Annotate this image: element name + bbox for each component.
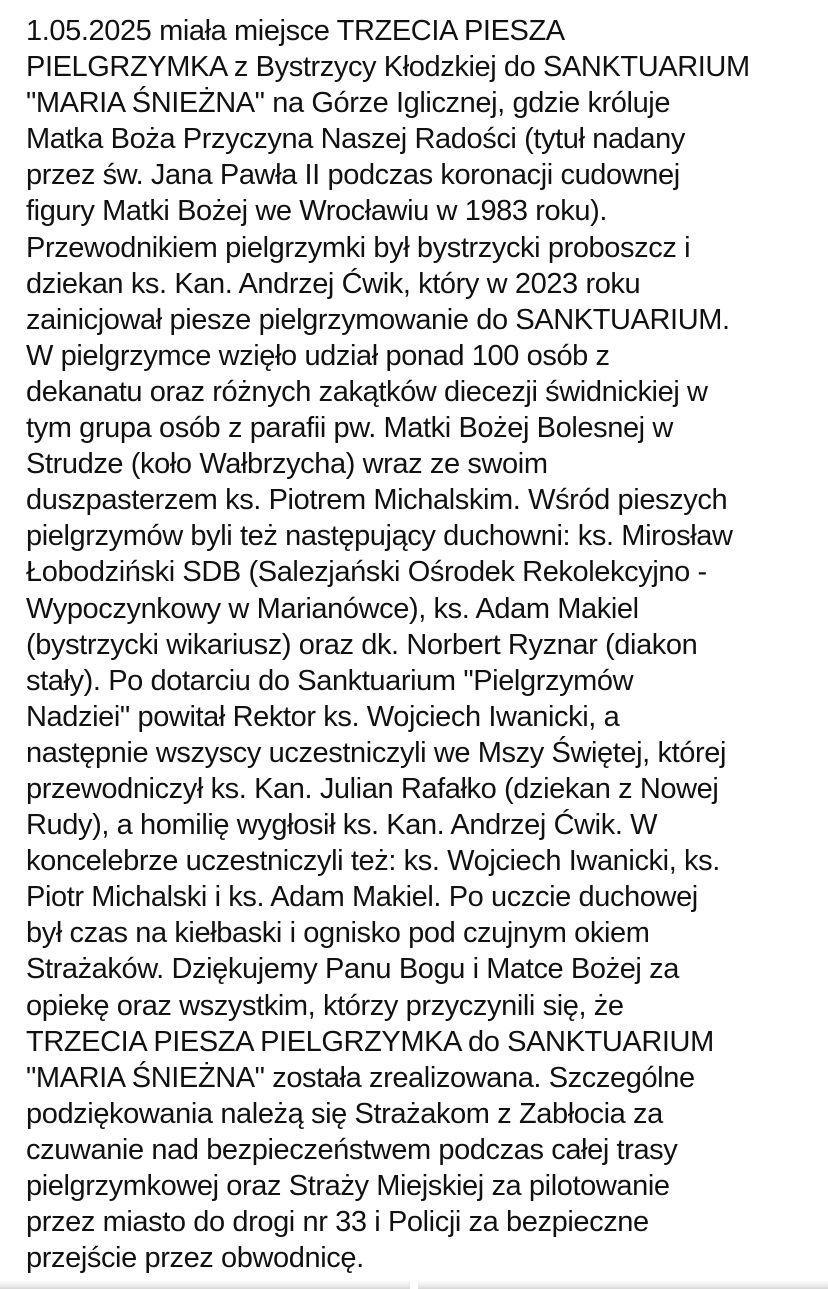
text-line: dziekan ks. Kan. Andrzej Ćwik, który w 2023 roku: [26, 267, 641, 300]
text-line: Przewodnikiem pielgrzymki był bystrzycki proboszcz i: [26, 231, 691, 264]
text-line: następnie wszyscy uczestniczyli we Mszy Świętej, której: [26, 736, 727, 769]
text-line: Strażaków. Dziękujemy Panu Bogu i Matce Bożej za: [26, 953, 679, 986]
text-line: czuwanie nad bezpieczeństwem podczas całej trasy: [26, 1133, 678, 1166]
text-line: Łobodziński SDB (Salezjański Ośrodek Rekolekcyjno -: [26, 556, 707, 589]
post-text: [26, 13, 822, 1276]
text-line: W pielgrzymce wzięło udział ponad 100 osób z: [26, 339, 610, 372]
text-line: stały). Po dotarciu do Sanktuarium "Pielgrzymów: [26, 664, 634, 697]
photo-thumbnail-left[interactable]: [0, 1281, 410, 1289]
text-line: "MARIA ŚNIEŻNA" na Górze Iglicznej, gdzie króluje: [26, 87, 671, 120]
text-line: przez miasto do drogi nr 33 i Policji za bezpieczne: [26, 1206, 649, 1239]
photo-gap: [410, 1281, 418, 1289]
text-line: opiekę oraz wszystkim, którzy przyczynili się, że: [26, 989, 624, 1022]
text-line: 1.05.2025 miała miejsce TRZECIA PIESZA: [26, 15, 565, 47]
text-line: przejście przez obwodnicę.: [26, 1242, 364, 1275]
text-line: przez św. Jana Pawła II podczas koronacji cudownej: [26, 159, 680, 192]
text-line: był czas na kiełbaski i ognisko pod czujnym okiem: [26, 917, 650, 950]
text-line: dekanatu oraz różnych zakątków diecezji świdnickiej w: [26, 375, 708, 408]
text-line: Strudze (koło Wałbrzycha) wraz ze swoim: [26, 448, 548, 481]
text-line: (bystrzycki wikariusz) oraz dk. Norbert Ryznar (diakon: [26, 628, 698, 661]
text-line: Rudy), a homilię wygłosił ks. Kan. Andrzej Ćwik. W: [26, 809, 658, 842]
text-line: PIELGRZYMKA z Bystrzycy Kłodzkiej do SANKTUARIUM: [26, 51, 750, 84]
text-line: tym grupa osób z parafii pw. Matki Bożej Bolesnej w: [26, 412, 673, 445]
text-line: Piotr Michalski i ks. Adam Makiel. Po uczcie duchowej: [26, 881, 698, 914]
text-line: figury Matki Bożej we Wrocławiu w 1983 roku).: [26, 195, 608, 228]
text-line: koncelebrze uczestniczyli też: ks. Wojciech Iwanicki, ks.: [26, 845, 720, 878]
text-line: duszpasterzem ks. Piotrem Michalskim. Wśród pieszych: [26, 484, 728, 517]
text-line: przewodniczył ks. Kan. Julian Rafałko (dziekan z Nowej: [26, 772, 719, 805]
text-line: pielgrzymkowej oraz Straży Miejskiej za pilotowanie: [26, 1170, 670, 1202]
photo-thumbnail-right[interactable]: [418, 1281, 828, 1289]
text-line: "MARIA ŚNIEŻNA" została zrealizowana. Szczególne: [26, 1061, 695, 1094]
text-line: TRZECIA PIESZA PIELGRZYMKA do SANKTUARIUM: [26, 1025, 714, 1058]
text-line: zainicjował piesze pielgrzymowanie do SANKTUARIUM.: [26, 303, 730, 336]
text-line: Matka Boża Przyczyna Naszej Radości (tytuł nadany: [26, 123, 685, 156]
text-line: Nadziei" powitał Rektor ks. Wojciech Iwanicki, a: [26, 700, 620, 733]
text-line: pielgrzymów byli też następujący duchowni: ks. Mirosław: [26, 520, 733, 553]
photo-attachments: [0, 1281, 828, 1289]
text-line: podziękowania należą się Strażakom z Zabłocia za: [26, 1097, 663, 1130]
text-line: Wypoczynkowy w Marianówce), ks. Adam Makiel: [26, 592, 639, 625]
